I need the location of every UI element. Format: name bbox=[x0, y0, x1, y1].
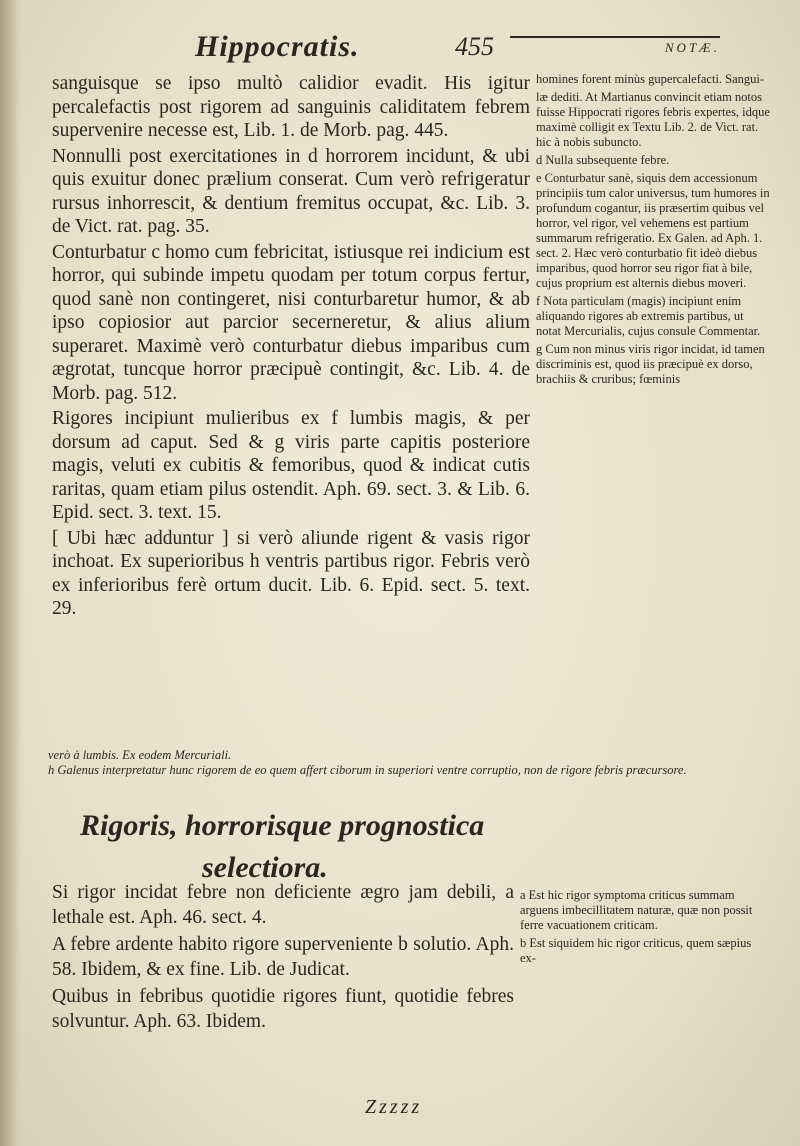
footnote: h Galenus interpretatur hunc rigorem de eo quem affert ciborum in superiori ventre corruptio, non de rigore febris præcursore. bbox=[48, 763, 687, 777]
binding-gutter bbox=[0, 0, 22, 1146]
running-title: Hippocratis. bbox=[195, 30, 360, 63]
notes-heading: NOTÆ. bbox=[510, 36, 720, 56]
paragraph: A febre ardente habito rigore superveniente b solutio. Aph. 58. Ibidem, & ex fine. Lib. de Judicat. bbox=[52, 934, 514, 980]
main-text-column bbox=[52, 72, 530, 623]
section-title-line-2: selectiora. bbox=[202, 851, 328, 884]
side-note: a Est hic rigor symptoma criticus summam arguens imbecillitatem naturæ, quæ non possit ferre vacuationem criticam. bbox=[520, 888, 753, 932]
paragraph: Si rigor incidat febre non deficiente ægro jam debili, a lethale est. Aph. 46. sect. 4. bbox=[52, 882, 514, 928]
main-text-column-2 bbox=[52, 880, 514, 1036]
side-note: d Nulla subsequente febre. bbox=[536, 153, 670, 167]
paragraph: Rigores incipiunt mulieribus ex f lumbis magis, & per dorsum ad caput. Sed & g viris parte capitis posteriore magis, veluti ex cubitis & femoribus, quod & indicat cutis raritas, quam etiam pilus ostendit. Aph. 69. sect. 3. & Lib. 6. Epid. sect. 3. text. 15. bbox=[52, 408, 530, 523]
side-note: homines forent minùs gupercalefacti. Sangui- bbox=[536, 72, 765, 86]
side-note: b Est siquidem hic rigor criticus, quem sæpius ex- bbox=[520, 936, 752, 965]
footnotes bbox=[48, 748, 768, 778]
footnote: verò à lumbis. Ex eodem Mercuriali. bbox=[48, 748, 232, 762]
paragraph: sanguisque se ipso multò calidior evadit. His igitur percalefactis post rigorem ad sanguinis caliditatem febrem supervenire necesse est, Lib. 1. de Morb. pag. 445. bbox=[52, 73, 530, 141]
side-note: g Cum non minus viris rigor incidat, id tamen discriminis est, quod iis præcipuè ex dorso, brachiis & cruribus; fœminis bbox=[536, 342, 765, 386]
section-title bbox=[80, 805, 600, 889]
section-title-line-1: Rigoris, horrorisque prognostica bbox=[80, 809, 485, 842]
signature-mark: Zzzzz bbox=[365, 1096, 423, 1118]
paragraph: Nonnulli post exercitationes in d horrorem incidunt, & ubi quis exuitur donec prælium conserat. Cum verò refrigeratur rursus inhorrescit, & dentium fremitus occupat, &c. Lib. 3. de Vict. rat. pag. 35. bbox=[52, 145, 530, 237]
paragraph: [ Ubi hæc adduntur ] si verò aliunde rigent & vasis rigor inchoat. Ex superioribus h ventris partibus rigor. Febris verò ex inferioribus ferè ortum ducit. Lib. 6. Epid. sect. 5. text. 29. bbox=[52, 527, 530, 619]
side-notes-column bbox=[536, 72, 771, 390]
side-note: f Nota particulam (magis) incipiunt enim aliquando rigores ab extremis partibus, ut notat Mercurialis, cujus consule Commentar. bbox=[536, 294, 761, 338]
page-number: 455 bbox=[455, 32, 494, 61]
side-note: e Conturbatur sanè, siquis dem accessionum principiis tum calor universus, tum humores in profundum cogantur, iis præsertim quibus vel horror, vel rigor, vel vehemens est partium summarum refrigeratio. Ex Galen. ad Aph. 1. sect. 2. Hæc verò conturbatio fit ideò diebus imparibus, quod horror seu rigor fiat à bile, cujus proprium est alternis diebus moveri. bbox=[536, 171, 770, 290]
side-note: læ dediti. At Martianus convincit etiam notos fuisse Hippocrati rigores febris expertes, idque maximè colligit ex Textu Lib. 2. de Vict. rat. hic à nobis subuncto. bbox=[536, 90, 770, 149]
paragraph: Conturbatur c homo cum febricitat, istiusque rei indicium est horror, qui subinde impetu quodam per totum corpus fertur, quod sanè non contingeret, nisi conturbaretur humor, & ab ipso copiosior aut parcior secerneretur, & alius alium superaret. Maximè verò conturbatur diebus imparibus cum ægrotat, tuncque horror præcipuè contingit, &c. Lib. 4. de Morb. pag. 512. bbox=[52, 241, 530, 404]
page-header bbox=[195, 30, 755, 70]
paragraph: Quibus in febribus quotidie rigores fiunt, quotidie febres solvuntur. Aph. 63. Ibidem. bbox=[52, 986, 514, 1032]
side-notes-column-2 bbox=[520, 888, 770, 969]
